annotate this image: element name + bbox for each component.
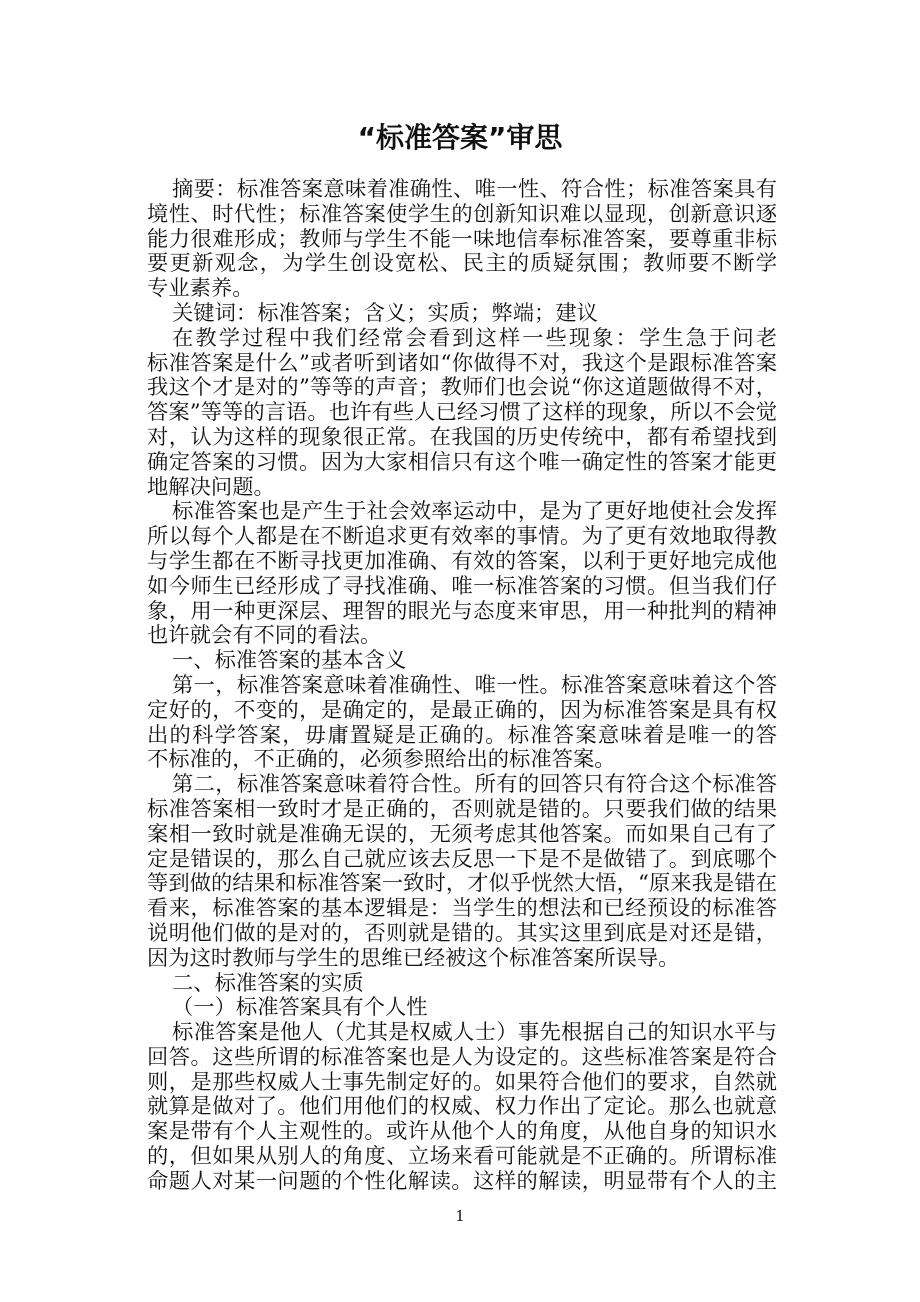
text-line: 摘要：标准答案意味着准确性、唯一性、符合性；标准答案具有	[172, 178, 777, 202]
text-line: 命题人对某一问题的个性化解读。这样的解读，明显带有个人的主	[147, 1169, 777, 1194]
text-line: 不标准的，不正确的，必须参照给出的标准答案。	[147, 747, 616, 773]
text-line: 第一，标准答案意味着准确性、唯一性。标准答案意味着这个答	[172, 673, 777, 698]
text-line: 标准答案是什么”或者听到诸如“你做得不对，我这个是跟标准答案	[147, 351, 777, 376]
text-line: 要更新观念，为学生创设宽松、民主的质疑氛围；教师要不断学	[147, 252, 777, 277]
text-line: 境性、时代性；标准答案使学生的创新知识难以显现，创新意识逐	[147, 202, 777, 227]
text-line: 的，但如果从别人的角度、立场来看可能就是不正确的。所谓标准	[147, 1145, 777, 1170]
text-line: 因为这时教师与学生的思维已经被这个标准答案所误导。	[147, 945, 680, 971]
text-line: 第二，标准答案意味着符合性。所有的回答只有符合这个标准答	[172, 773, 777, 798]
document-title: “标准答案”审思	[357, 121, 563, 154]
text-line: 在教学过程中我们经常会看到这样一些现象：学生急于问老	[172, 326, 777, 351]
text-line: 标准答案也是产生于社会效率运动中，是为了更好地使社会发挥	[172, 500, 777, 525]
text-line: 等到做的结果和标准答案一致时，才似乎恍然大悟，“原来我是错在	[147, 872, 777, 897]
text-line: 确定答案的习惯。因为大家相信只有这个唯一确定性的答案才能更	[147, 450, 777, 475]
text-line: 答案”等等的言语。也许有些人已经习惯了这样的现象，所以不会觉	[147, 401, 777, 426]
text-line: 地解决问题。	[147, 474, 275, 500]
text-line: 能力很难形成；教师与学生不能一味地信奉标准答案，要尊重非标	[147, 227, 777, 252]
text-line: 说明他们做的是对的，否则就是错的。其实这里到底是对还是错，	[147, 921, 777, 946]
text-line: 象，用一种更深层、理智的眼光与态度来审思，用一种批判的精神	[147, 599, 777, 624]
text-line: 如今师生已经形成了寻找准确、唯一标准答案的习惯。但当我们仔	[147, 574, 777, 599]
text-line: 二、标准答案的实质	[172, 970, 364, 996]
text-line: 对，认为这样的现象很正常。在我国的历史传统中，都有希望找到	[147, 425, 777, 450]
text-line: 定好的，不变的，是确定的，是最正确的，因为标准答案是具有权	[147, 698, 777, 723]
text-line: 回答。这些所谓的标准答案也是人为设定的。这些标准答案是符合	[147, 1045, 777, 1070]
text-line: 关键词：标准答案；含义；实质；弊端；建议	[172, 300, 598, 326]
text-line: 就算是做对了。他们用他们的权威、权力作出了定论。那么也就意	[147, 1095, 777, 1120]
page-number: 1	[455, 1207, 465, 1225]
text-line: 与学生都在不断寻找更加准确、有效的答案，以利于更好地完成他	[147, 549, 777, 574]
text-line: 标准答案相一致时才是正确的，否则就是错的。只要我们做的结果	[147, 797, 777, 822]
text-line: （一）标准答案具有个人性	[172, 995, 428, 1021]
text-line: 我这个才是对的”等等的声音；教师们也会说“你这道题做得不对，	[147, 376, 777, 401]
text-line: 定是错误的，那么自己就应该去反思一下是不是做错了。到底哪个	[147, 847, 777, 872]
text-line: 标准答案是他人（尤其是权威人士）事先根据自己的知识水平与	[172, 1021, 777, 1046]
text-line: 也许就会有不同的看法。	[147, 623, 382, 649]
text-line: 看来，标准答案的基本逻辑是：当学生的想法和已经预设的标准答	[147, 897, 777, 922]
text-line: 案是带有个人主观性的。或许从他个人的角度，从他自身的知识水	[147, 1120, 777, 1145]
text-line: 一、标准答案的基本含义	[172, 648, 407, 674]
text-line: 所以每个人都是在不断追求更有效率的事情。为了更有效地取得教	[147, 525, 777, 550]
text-line: 则，是那些权威人士事先制定好的。如果符合他们的要求，自然就	[147, 1070, 777, 1095]
text-line: 案相一致时就是准确无误的，无须考虑其他答案。而如果自己有了	[147, 822, 777, 847]
text-line: 专业素养。	[147, 276, 254, 302]
document-body	[147, 178, 777, 1195]
text-line: 出的科学答案，毋庸置疑是正确的。标准答案意味着是唯一的答	[147, 723, 777, 748]
